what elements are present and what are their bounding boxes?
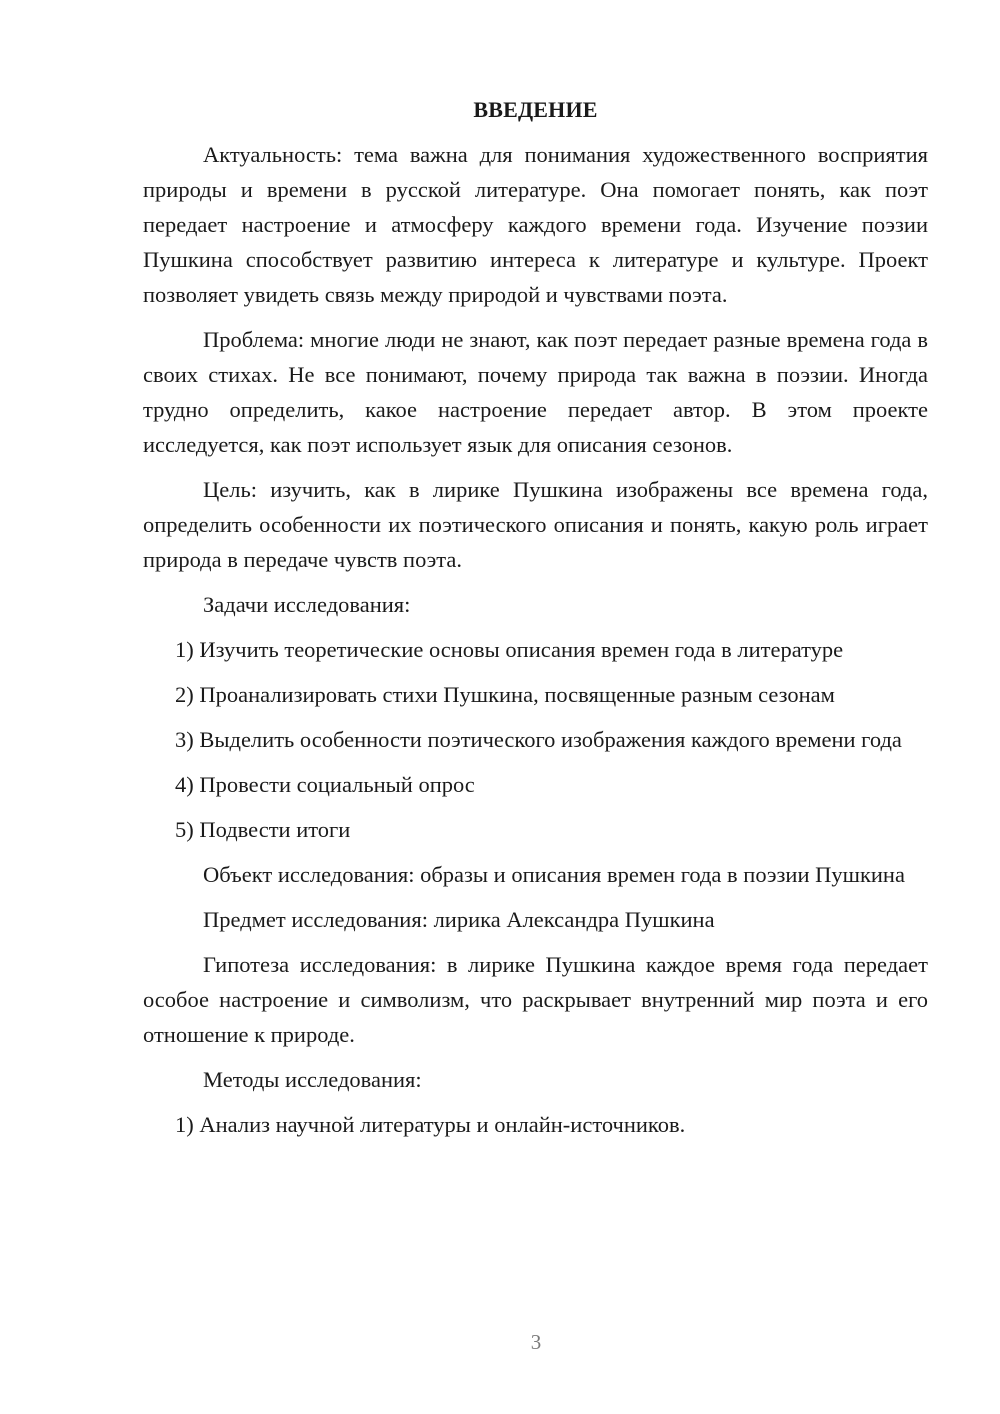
method-item-1: 1) Анализ научной литературы и онлайн-источников.: [175, 1112, 686, 1137]
relevance-paragraph: Актуальность: тема важна для понимания художественного восприятия природы и времени в русской литературе. Она помогает понять, как поэт передает настроение и атмосферу каждого времени года. Изучение поэзии Пушкина способствует развитию интереса к литературе и культуре. Проект позволяет увидеть связь между природой и чувствами поэта.: [143, 142, 928, 307]
methods-heading: Методы исследования:: [203, 1067, 422, 1092]
subject-paragraph: Предмет исследования: лирика Александра Пушкина: [203, 907, 715, 932]
task-item-3: 3) Выделить особенности поэтического изображения каждого времени года: [175, 727, 902, 752]
document-page: [143, 92, 928, 1152]
page-number: 3: [530, 1330, 542, 1354]
section-title: ВВЕДЕНИЕ: [473, 97, 598, 122]
task-item-1: 1) Изучить теоретические основы описания времен года в литературе: [175, 637, 844, 662]
task-item-4: 4) Провести социальный опрос: [175, 772, 475, 797]
task-item-5: 5) Подвести итоги: [175, 817, 351, 842]
object-paragraph: Объект исследования: образы и описания времен года в поэзии Пушкина: [203, 862, 905, 887]
problem-paragraph: Проблема: многие люди не знают, как поэт передает разные времена года в своих стихах. Не все понимают, почему природа так важна в поэзии. Иногда трудно определить, какое настроение передает автор. В этом проекте исследуется, как поэт использует язык для описания сезонов.: [143, 327, 928, 457]
hypothesis-paragraph: Гипотеза исследования: в лирике Пушкина каждое время года передает особое настроение и символизм, что раскрывает внутренний мир поэта и его отношение к природе.: [143, 952, 928, 1047]
tasks-heading: Задачи исследования:: [203, 592, 411, 617]
goal-paragraph: Цель: изучить, как в лирике Пушкина изображены все времена года, определить особенности их поэтического описания и понять, какую роль играет природа в передаче чувств поэта.: [143, 477, 928, 572]
task-item-2: 2) Проанализировать стихи Пушкина, посвященные разным сезонам: [175, 682, 835, 707]
